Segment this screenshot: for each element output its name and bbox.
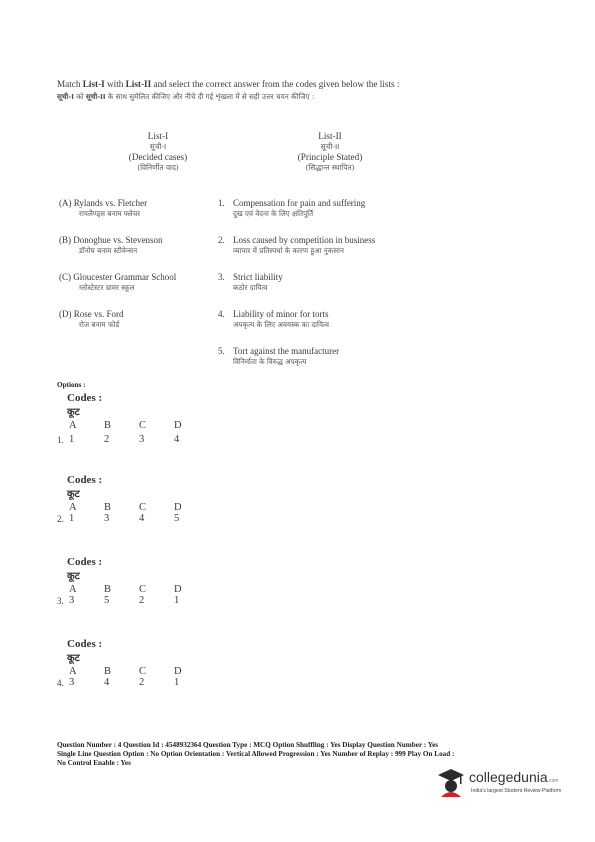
list-ii-item: 3. Strict liability कठोर दायित्व bbox=[218, 272, 283, 292]
option-values: 1 3 4 5 bbox=[69, 513, 180, 524]
list-ii-item: 5. Tort against the manufacturer विनिर्माता के विरुद्ध अपकृत्य bbox=[218, 346, 340, 366]
logo-suffix: .com bbox=[547, 778, 559, 784]
codes-label: Codes : bbox=[67, 556, 103, 568]
option-4[interactable] bbox=[57, 638, 209, 688]
question-intro-hi: सूची-I को सूची-II के साथ सुमेलित कीजिए और नीचे दी गई शृंखला में से सही उत्तर चयन कीजिए : bbox=[57, 92, 315, 101]
options-label: Options : bbox=[57, 381, 86, 389]
list-i-item: (C) Gloucester Grammar School ग्लोस्टेस्टर ग्रामर स्कूल bbox=[59, 272, 177, 292]
option-2[interactable] bbox=[57, 474, 209, 524]
list-i-item: (A) Rylands vs. Fletcher रायलैण्ड्स बनाम फ्लेचर bbox=[59, 198, 148, 218]
list-ii-header: List-II सूची-II (Principle Stated) (सिद्धान्त स्थापित) bbox=[297, 131, 363, 172]
logo-tagline: India's largest Student Review Platform bbox=[471, 788, 562, 794]
option-heads: A B C D bbox=[69, 502, 182, 513]
option-number: 1. bbox=[57, 435, 64, 445]
graduate-icon bbox=[437, 767, 465, 797]
option-1[interactable] bbox=[57, 392, 209, 445]
option-values: 3 5 2 1 bbox=[69, 595, 180, 606]
option-3[interactable] bbox=[57, 556, 209, 606]
koot-label: कूट bbox=[67, 407, 80, 418]
option-heads: A B C D bbox=[69, 584, 182, 595]
codes-label: Codes : bbox=[67, 474, 103, 486]
option-values: 3 4 2 1 bbox=[69, 677, 180, 688]
list-i-header: List-I सूची-I (Decided cases) (विनिर्णीत वाद) bbox=[128, 131, 188, 172]
question-intro bbox=[57, 79, 437, 102]
option-heads: A B C D bbox=[69, 666, 182, 677]
logo-name: collegedunia bbox=[469, 769, 548, 785]
list-i-item: (D) Rose vs. Ford रोज बनाम फोर्ड bbox=[59, 309, 124, 329]
option-number: 2. bbox=[57, 514, 64, 524]
codes-label: Codes : bbox=[67, 638, 103, 650]
option-values: 1 2 3 4 bbox=[69, 434, 180, 445]
option-number: 3. bbox=[57, 596, 64, 606]
codes-label: Codes : bbox=[67, 392, 103, 404]
koot-label: कूट bbox=[67, 489, 80, 500]
question-metadata: Question Number : 4 Question Id : 4548932364 Question Type : MCQ Option Shuffling : Yes Display Question Number : Yes Single Line Question Option : No Option Orientation : Vertical Allowed Progression : Yes Number of Replay : 999 Play On Load : No Control Enable : Yes bbox=[57, 741, 455, 767]
option-heads: A B C D bbox=[69, 420, 182, 431]
list-i-item: (B) Donoghue vs. Stevenson डॉनोघ बनाम स्टीवेन्सन bbox=[59, 235, 163, 255]
koot-label: कूट bbox=[67, 571, 80, 582]
list-ii-item: 2. Loss caused by competition in business व्यापार में प्रतिस्पर्धा के कारण हुआ नुकसान bbox=[218, 235, 376, 255]
question-intro-en: Match List-I with List-II and select the correct answer from the codes given below the lists : bbox=[57, 79, 400, 89]
option-number: 4. bbox=[57, 678, 64, 688]
collegedunia-logo bbox=[437, 765, 567, 803]
list-ii-item: 1. Compensation for pain and suffering दुख एवं वेदना के लिए क्षतिपूर्ति bbox=[218, 198, 366, 218]
list-ii-item: 4. Liability of minor for torts अपकृत्य के लिए अवयस्क का दायित्व bbox=[218, 309, 329, 329]
koot-label: कूट bbox=[67, 653, 80, 664]
